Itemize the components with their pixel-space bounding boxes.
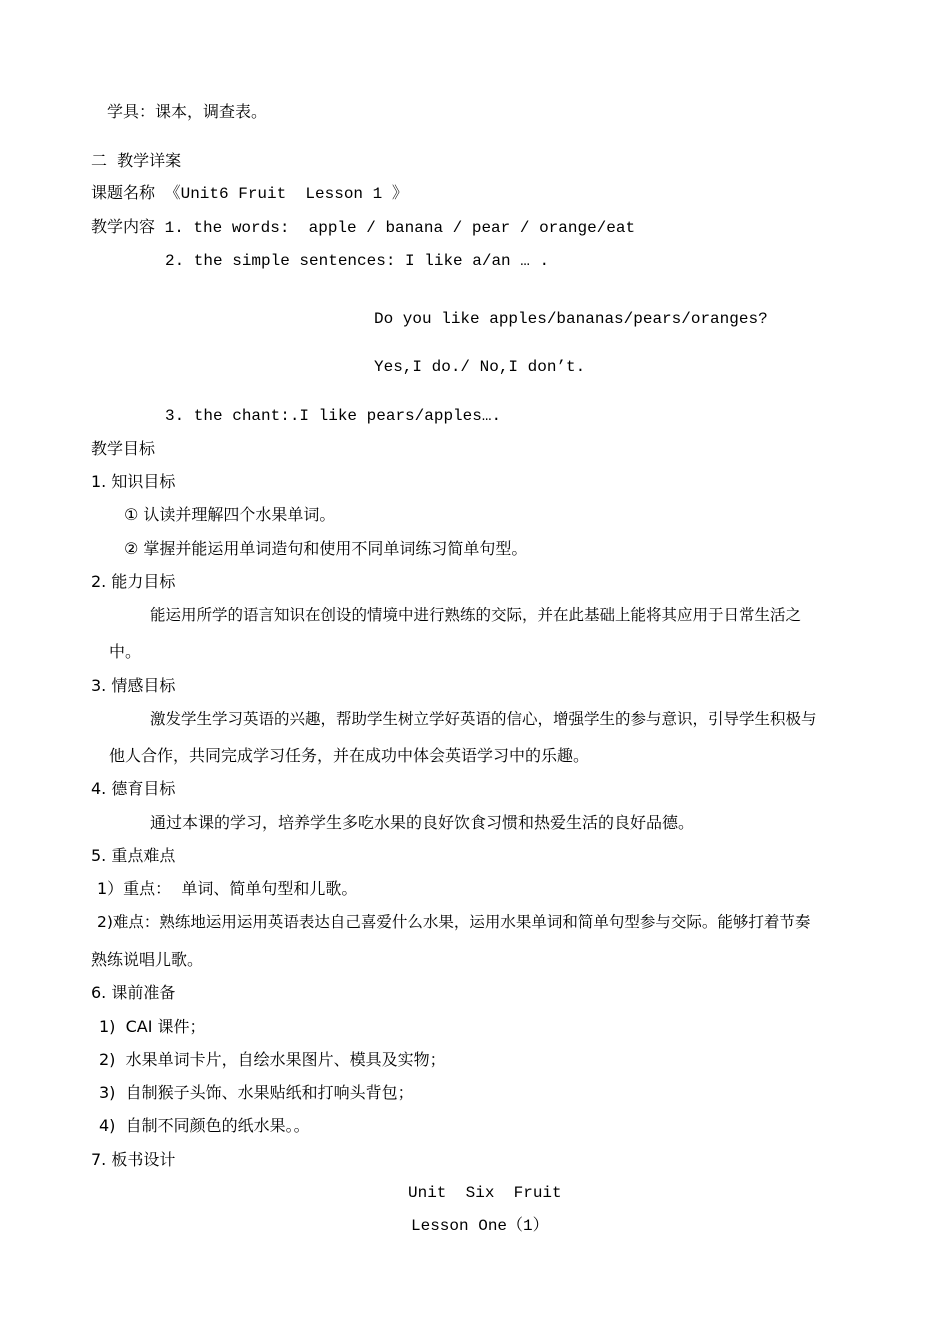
- goal-6-item-2: 2) 水果单词卡片，自绘水果图片、模具及实物；: [99, 1050, 446, 1069]
- goal-3-text-1: 激发学生学习英语的兴趣，帮助学生树立学好英语的信心，增强学生的参与意识，引导学生积极与: [150, 710, 817, 728]
- goal-2-title: 2. 能力目标: [91, 572, 176, 591]
- tools-line: 学具：课本，调查表。: [107, 102, 268, 121]
- goal-1-item-a: ① 认读并理解四个水果单词。: [124, 505, 336, 524]
- content-item-2: 2. the simple sentences: I like a/an … .: [165, 252, 550, 270]
- goal-4-text: 通过本课的学习，培养学生多吃水果的良好饮食习惯和热爱生活的良好品德。: [150, 813, 695, 832]
- goal-7-title: 7. 板书设计: [91, 1150, 176, 1169]
- content-label: 教学内容 1. the words: apple / banana / pear / orange/eat: [91, 219, 636, 237]
- goal-1-item-b: ② 掌握并能运用单词造句和使用不同单词练习简单句型。: [124, 539, 528, 558]
- goal-6-item-1: 1) CAI 课件；: [99, 1017, 206, 1036]
- goal-3-title: 3. 情感目标: [91, 676, 176, 695]
- content-item-3: 3. the chant:.I like pears/apples….: [165, 407, 502, 425]
- goal-1-title: 1. 知识目标: [91, 472, 176, 491]
- board-line-1: Unit Six Fruit: [408, 1184, 562, 1202]
- content-answer: Yes,I do./ No,I don’t.: [374, 358, 586, 376]
- goal-6-item-3: 3) 自制猴子头饰、水果贴纸和打响头背包；: [99, 1083, 414, 1102]
- goal-3-text-2: 他人合作，共同完成学习任务，并在成功中体会英语学习中的乐趣。: [109, 746, 590, 765]
- goal-5-item-b-2: 熟练说唱儿歌。: [91, 950, 204, 969]
- goal-6-item-4: 4) 自制不同颜色的纸水果。。: [99, 1116, 310, 1135]
- goals-heading: 教学目标: [91, 439, 156, 458]
- content-question: Do you like apples/bananas/pears/oranges?: [374, 310, 768, 328]
- goal-6-title: 6. 课前准备: [91, 983, 176, 1002]
- goal-2-text-2: 中。: [109, 642, 142, 661]
- goal-5-item-b-1: 2)难点：熟练地运用运用英语表达自己喜爱什么水果，运用水果单词和简单句型参与交际。能够打着节奏: [97, 913, 811, 931]
- goal-5-item-a: 1）重点： 单词、简单句型和儿歌。: [97, 879, 358, 898]
- goal-2-text-1: 能运用所学的语言知识在创设的情境中进行熟练的交际，并在此基础上能将其应用于日常生活之: [150, 606, 802, 624]
- topic-line: 课题名称 《Unit6 Fruit Lesson 1 》: [91, 185, 408, 203]
- goal-5-title: 5. 重点难点: [91, 846, 176, 865]
- board-line-2: Lesson One（1）: [411, 1217, 549, 1235]
- section-heading: 二 教学详案: [91, 151, 182, 170]
- goal-4-title: 4. 德育目标: [91, 779, 176, 798]
